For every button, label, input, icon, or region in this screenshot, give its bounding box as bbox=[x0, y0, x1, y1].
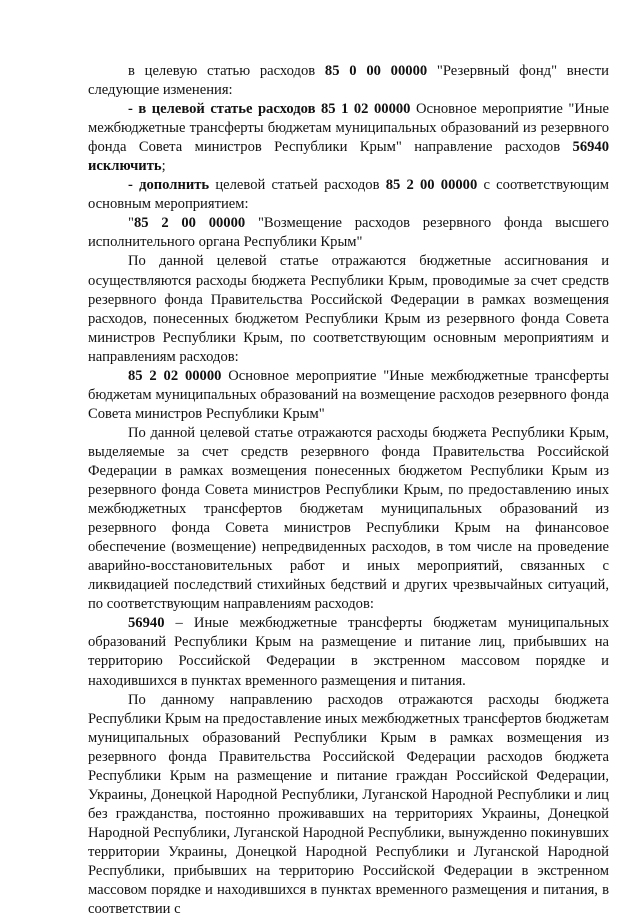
text-run: "Резервный фонд" внести следующие изменения: bbox=[88, 63, 609, 99]
paragraph-7 bbox=[88, 424, 609, 614]
paragraph-9 bbox=[88, 691, 609, 919]
paragraph-5 bbox=[88, 252, 609, 366]
text-run: в целевую статью расходов bbox=[128, 63, 325, 79]
code-85-0-00-00000: 85 0 00 00000 bbox=[324, 63, 428, 79]
paragraph-6 bbox=[88, 367, 609, 424]
text-run: ; bbox=[161, 158, 166, 175]
paragraph-4 bbox=[88, 214, 609, 252]
text-run: с соответствующим основным мероприятием: bbox=[88, 177, 609, 213]
code-56940: 56940 bbox=[128, 615, 165, 632]
paragraph-1 bbox=[88, 62, 609, 100]
text-run: целевой статьей расходов bbox=[209, 177, 386, 194]
text-run: – Иные межбюджетные трансферты бюджетам муниципальных образований Республики Крым на размещение и питание лиц, прибывших на территорию Российской Федерации в экстренном массовом порядке и находившихся в пунктах временного размещения и питания. bbox=[88, 615, 609, 689]
text-run: По данной целевой статье отражаются бюджетные ассигнования и осуществляются расходы бюджета Республики Крым, проводимые за счет средств резервного фонда Правительства Российской Федерации в рамках возмещения расходов, понесенных бюджетом Республики Крым из резервного фонда Совета министров Республики Крым, по соответствующим основным мероприятиям и направлениям расходов: bbox=[88, 253, 609, 365]
add-label: - дополнить bbox=[128, 177, 210, 194]
text-run: По данному направлению расходов отражаются расходы бюджета Республики Крым на предоставление иных межбюджетных трансфертов бюджетам муниципальных образований Республики Крым в рамках возмещения из резервного фонда Правительства Российской Федерации расходов бюджета Республики Крым на размещение и питание граждан Российской Федерации, Украины, Донецкой Народной Республики, Луганской Народной Республики и лиц без гражданства, постоянно проживавших на территориях Украины, Донецкой Народной Республики, Луганской Народной Республики, вынужденно покинувших территории Украины, Донецкой Народной Республики и Луганской Народной Республики, прибывших на территорию Российской Федерации в экстренном массовом порядке и находившихся в пунктах временного размещения и питания, в соответствии с bbox=[88, 691, 609, 918]
paragraph-2 bbox=[88, 100, 609, 176]
code-85-2-00-00000: 85 2 00 00000 bbox=[385, 177, 478, 194]
paragraph-3 bbox=[88, 176, 609, 214]
text-run: "Возмещение расходов резервного фонда высшего исполнительного органа Республики Крым" bbox=[88, 215, 609, 251]
paragraph-8 bbox=[88, 614, 609, 690]
text-run: Основное мероприятие "Иные межбюджетные трансферты бюджетам муниципальных образований из резервного фонда Совета министров Республики Крым" направление расходов bbox=[88, 101, 609, 156]
code-85-1-02-00000: - в целевой статье расходов 85 1 02 00000 bbox=[128, 101, 411, 118]
document-body bbox=[88, 62, 609, 919]
text-run: " bbox=[128, 215, 134, 232]
text-run: Основное мероприятие "Иные межбюджетные трансферты бюджетам муниципальных образований на возмещение расходов резервного фонда Совета министров Республики Крым" bbox=[88, 367, 609, 422]
code-85-2-02-00000: 85 2 02 00000 bbox=[128, 367, 222, 384]
code-85-2-00-00000: 85 2 00 00000 bbox=[133, 215, 246, 232]
exclude-56940: 56940 исключить bbox=[88, 139, 609, 175]
text-run: По данной целевой статье отражаются расходы бюджета Республики Крым, выделяемые за счет средств резервного фонда Правительства Российской Федерации в рамках возмещения понесенных бюджетом Республики Крым из резервного фонда Совета министров Республики Крым, по предоставлению иных межбюджетных трансфертов бюджетам муниципальных образований из резервного фонда Совета министров Республики Крым на финансовое обеспечение (возмещение) непредвиденных расходов, в том числе на проведение аварийно-восстановительных работ и иных мероприятий, связанных с ликвидацией последствий стихийных бедствий и других чрезвычайных ситуаций, по соответствующим направлениям расходов: bbox=[88, 424, 609, 613]
